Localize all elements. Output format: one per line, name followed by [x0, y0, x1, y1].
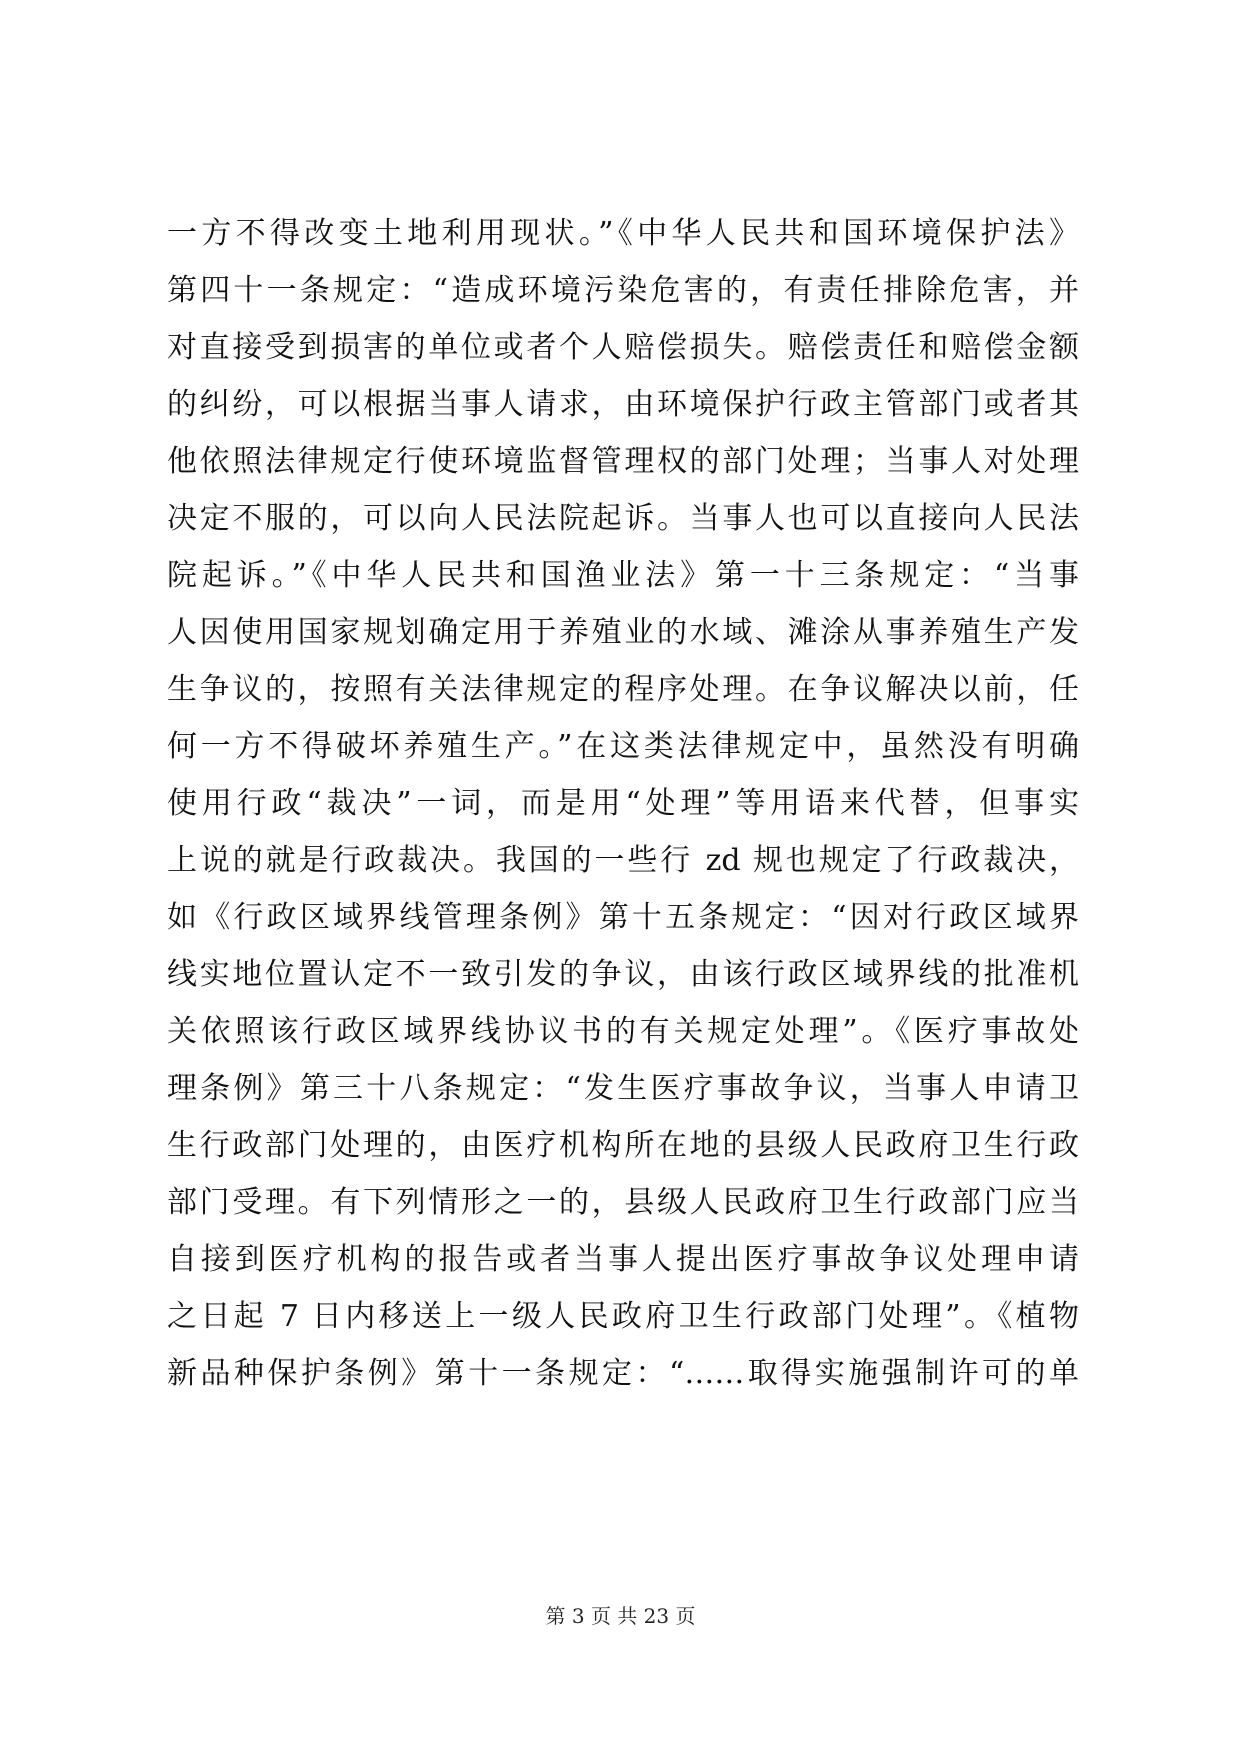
body-text	[167, 205, 1079, 1402]
text-line: 部门受理。有下列情形之一的，县级人民政府卫生行政部门应当	[167, 1185, 1079, 1220]
text-line: 的纠纷，可以根据当事人请求，由环境保护行政主管部门或者其	[167, 387, 1079, 422]
page-number-footer: 第 3 页 共 23 页	[545, 1604, 696, 1628]
text-line: 自接到医疗机构的报告或者当事人提出医疗事故争议处理申请	[167, 1242, 1079, 1277]
text-line: 之日起 7 日内移送上一级人民政府卫生行政部门处理”。《植物	[167, 1299, 1079, 1334]
text-line: 使用行政“裁决”一词，而是用“处理”等用语来代替，但事实	[167, 786, 1079, 821]
text-line: 上说的就是行政裁决。我国的一些行 zd 规也规定了行政裁决，	[167, 843, 1079, 878]
text-line: 人因使用国家规划确定用于养殖业的水域、滩涂从事养殖生产发	[167, 615, 1079, 650]
text-line: 生争议的，按照有关法律规定的程序处理。在争议解决以前，任	[167, 672, 1079, 707]
text-line: 线实地位置认定不一致引发的争议，由该行政区域界线的批准机	[167, 957, 1079, 992]
text-line: 关依照该行政区域界线协议书的有关规定处理”。《医疗事故处	[167, 1014, 1079, 1049]
text-line: 如《行政区域界线管理条例》第十五条规定：“因对行政区域界	[167, 900, 1079, 935]
text-line: 决定不服的，可以向人民法院起诉。当事人也可以直接向人民法	[167, 501, 1079, 536]
text-line: 对直接受到损害的单位或者个人赔偿损失。赔偿责任和赔偿金额	[167, 330, 1079, 365]
text-line: 一方不得改变土地利用现状。”《中华人民共和国环境保护法》	[167, 216, 1079, 251]
text-line: 生行政部门处理的，由医疗机构所在地的县级人民政府卫生行政	[167, 1128, 1079, 1163]
text-line: 新品种保护条例》第十一条规定：“……取得实施强制许可的单	[167, 1356, 1079, 1391]
text-line: 第四十一条规定：“造成环境污染危害的，有责任排除危害，并	[167, 273, 1079, 308]
text-line: 何一方不得破坏养殖生产。”在这类法律规定中，虽然没有明确	[167, 729, 1079, 764]
text-line: 院起诉。”《中华人民共和国渔业法》第一十三条规定：“当事	[167, 558, 1079, 593]
text-line: 理条例》第三十八条规定：“发生医疗事故争议，当事人申请卫	[167, 1071, 1079, 1106]
text-line: 他依照法律规定行使环境监督管理权的部门处理；当事人对处理	[167, 444, 1079, 479]
